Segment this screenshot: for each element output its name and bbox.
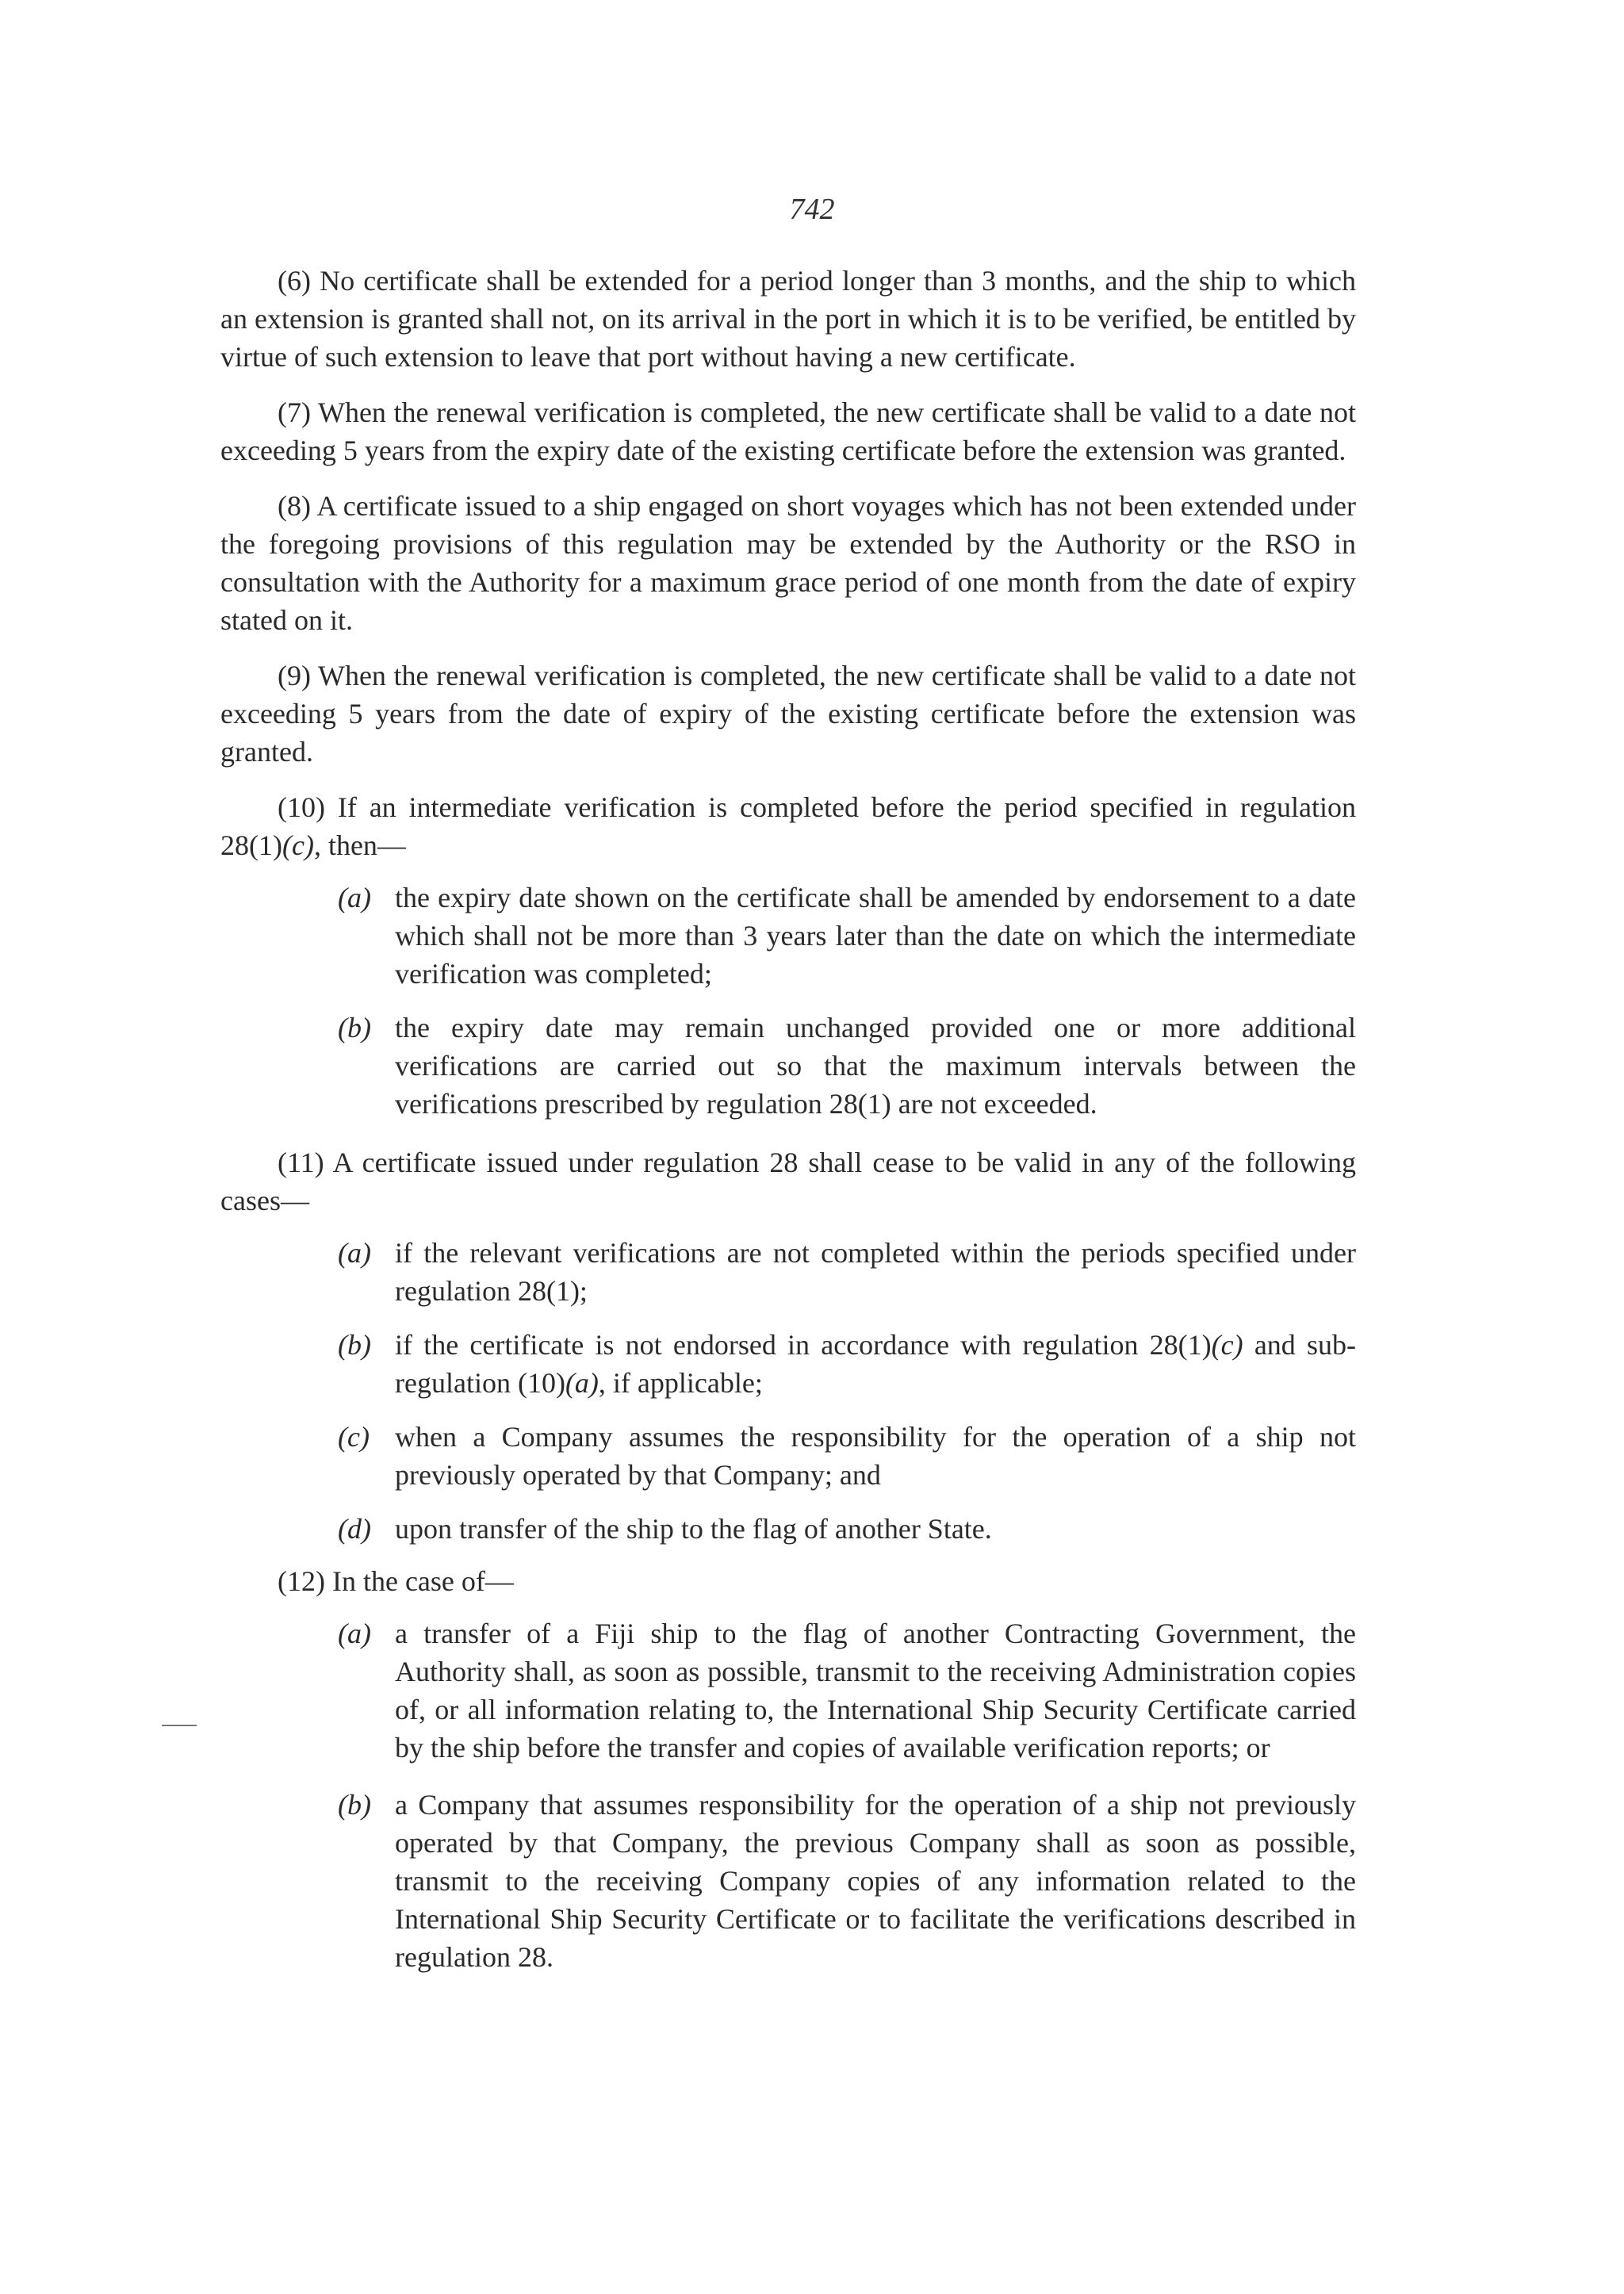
page-number: 742 [789, 193, 835, 226]
paragraph-9: (9) When the renewal verification is completed, the new certificate shall be valid to a date not exceeding 5 years from the date of expiry of the existing certificate before the extension was granted. [220, 660, 1356, 768]
item-label: (b) [338, 1329, 371, 1361]
paragraph-7: (7) When the renewal verification is completed, the new certificate shall be valid to a date not exceeding 5 years from the expiry date of the existing certificate before the extension was granted. [220, 396, 1356, 466]
paragraph-11-item-a [220, 1234, 1356, 1310]
item-text: if the relevant verifications are not completed within the periods specified under regulation 28(1); [395, 1237, 1356, 1307]
item-text: when a Company assumes the responsibility for the operation of a ship not previously operated by that Company; and [395, 1421, 1356, 1491]
item-text-part: if the certificate is not endorsed in accordance with regulation 28(1) [395, 1329, 1212, 1361]
paragraph-10-item-b [220, 1009, 1356, 1123]
paragraph-11-item-c [220, 1418, 1356, 1494]
item-text-part: and sub-regulation (10) [395, 1329, 1356, 1399]
margin-mark [162, 1725, 197, 1726]
item-label: (b) [338, 1012, 371, 1044]
item-label: (a) [338, 1237, 371, 1269]
item-text-part: , if applicable; [598, 1367, 763, 1399]
item-text-emphasis: (a) [565, 1367, 599, 1399]
paragraph-10-item-a [220, 879, 1356, 993]
paragraph-10-lead-tail: , then— [313, 829, 406, 861]
paragraph-12-item-b [220, 1786, 1356, 1976]
paragraph-8: (8) A certificate issued to a ship engaged on short voyages which has not been extended under the foregoing provisions of this regulation may be extended by the Authority or the RSO in consultation with the Authority for a maximum grace period of one month from the date of expiry stated on it. [220, 490, 1356, 636]
item-label: (a) [338, 1618, 371, 1649]
item-text: upon transfer of the ship to the flag of another State. [395, 1513, 992, 1545]
paragraph-10-lead-emphasis: (c) [282, 829, 314, 861]
paragraph-11-item-d [220, 1510, 1356, 1548]
paragraph-11-lead: (11) A certificate issued under regulation 28 shall cease to be valid in any of the following cases— [220, 1147, 1356, 1216]
paragraph-11-item-b [220, 1326, 1356, 1402]
paragraph-12-item-a [220, 1614, 1356, 1767]
paragraph-12-lead: (12) In the case of— [278, 1565, 514, 1597]
item-label: (d) [338, 1513, 371, 1545]
item-text-emphasis: (c) [1211, 1329, 1243, 1361]
paragraph-10-lead-text: (10) If an intermediate verification is completed before the period specified in regulation 28(1) [220, 791, 1356, 861]
item-text [395, 1326, 1356, 1402]
page-body [220, 262, 1356, 1992]
item-text: a transfer of a Fiji ship to the flag of another Contracting Government, the Authority shall, as soon as possible, transmit to the receiving Administration copies of, or all information relating to, the International Ship Security Certificate carried by the ship before the transfer and copies of available verification reports; or [395, 1618, 1356, 1764]
item-label: (b) [338, 1789, 371, 1821]
paragraph-10-lead [220, 788, 1356, 864]
item-text: a Company that assumes responsibility for the operation of a ship not previously operated by that Company, the previous Company shall as soon as possible, transmit to the receiving Company copies of any information related to the International Ship Security Certificate or to facilitate the verifications described in regulation 28. [395, 1789, 1356, 1973]
item-label: (c) [338, 1421, 370, 1453]
item-text: the expiry date may remain unchanged provided one or more additional verifications are carried out so that the maximum intervals between the verifications prescribed by regulation 28(1) are not exceeded. [395, 1012, 1356, 1120]
item-text: the expiry date shown on the certificate shall be amended by endorsement to a date which shall not be more than 3 years later than the date on which the intermediate verification was completed; [395, 882, 1356, 990]
paragraph-6: (6) No certificate shall be extended for a period longer than 3 months, and the ship to which an extension is granted shall not, on its arrival in the port in which it is to be verified, be entitled by virtue of such extension to leave that port without having a new certificate. [220, 265, 1356, 373]
item-label: (a) [338, 882, 371, 913]
